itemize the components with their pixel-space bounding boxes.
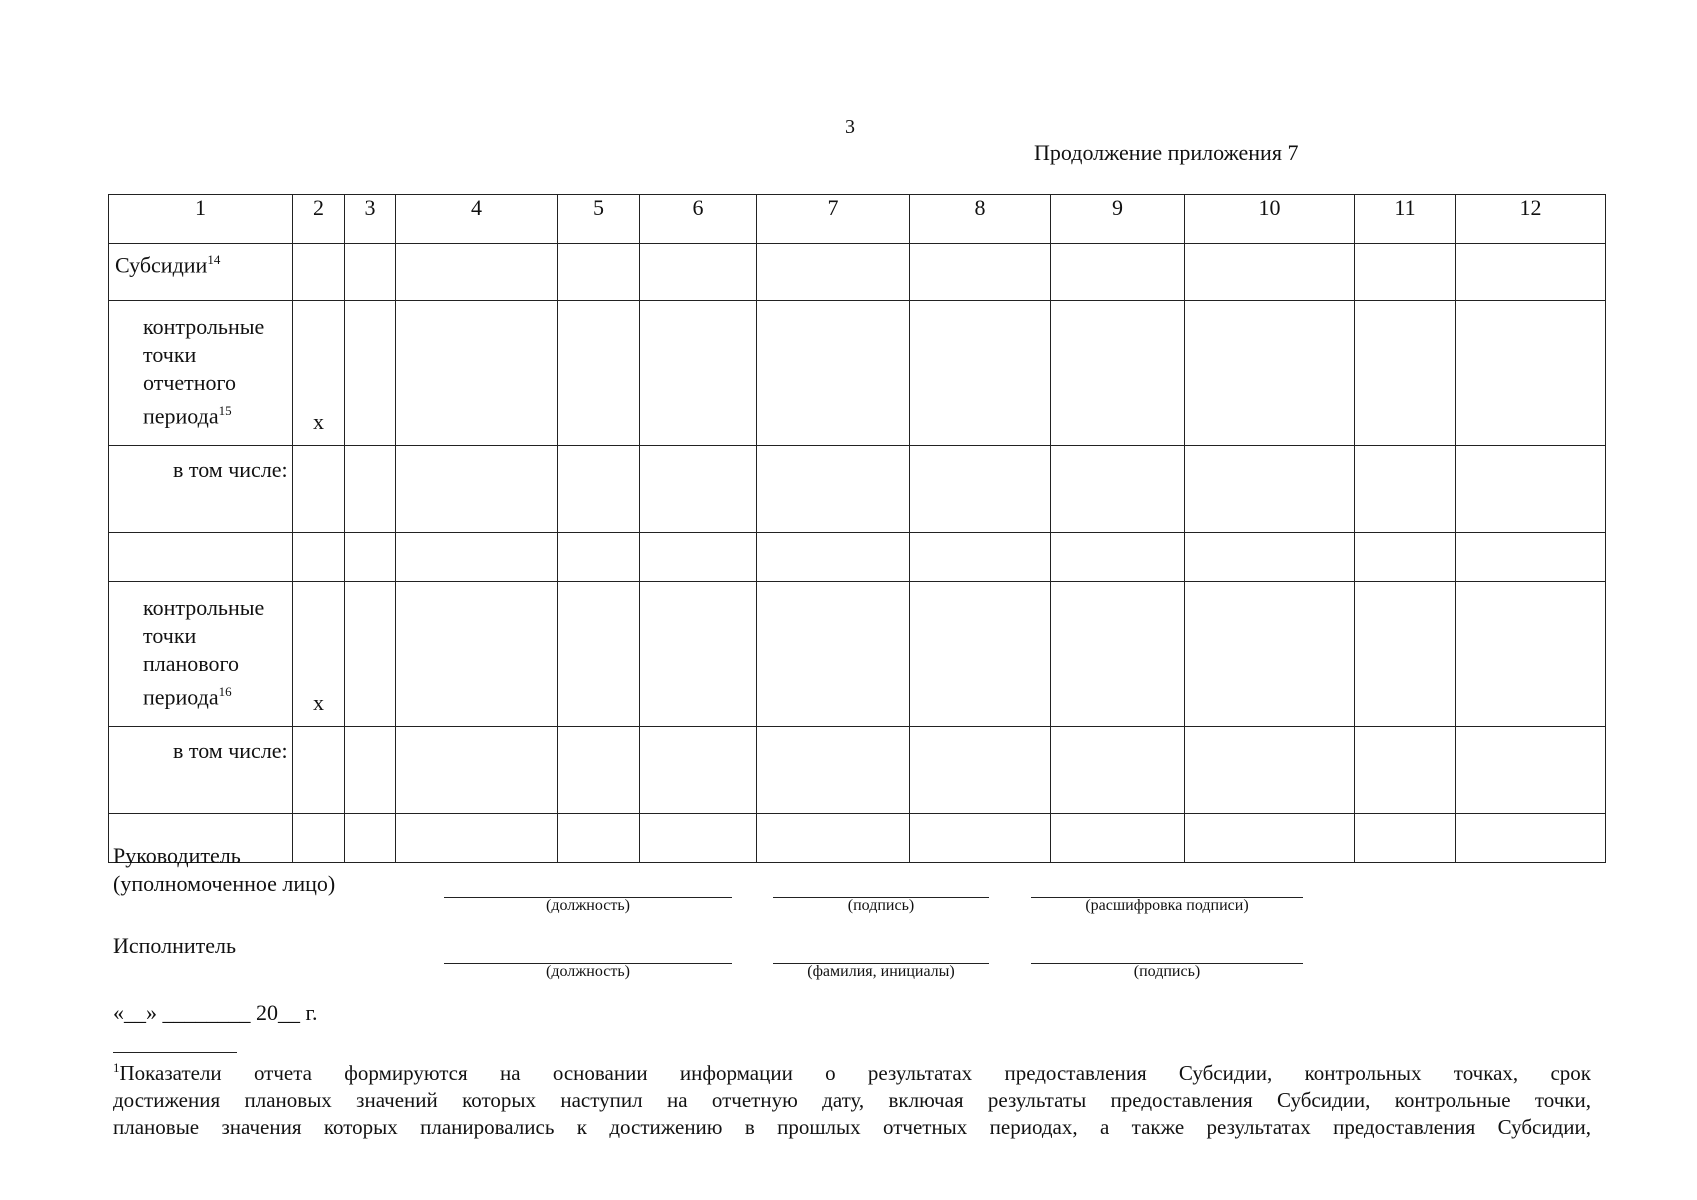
header-row <box>109 195 1606 244</box>
table-cell[interactable] <box>757 244 910 301</box>
table-cell[interactable] <box>558 727 640 814</box>
table-row-subsidy <box>109 244 1606 301</box>
column-header: 11 <box>1355 195 1456 244</box>
table-cell[interactable] <box>910 244 1051 301</box>
executor-label: Исполнитель <box>113 933 237 958</box>
table-cell[interactable] <box>345 533 396 582</box>
table-cell[interactable] <box>345 301 396 446</box>
table-cell[interactable] <box>1051 727 1185 814</box>
column-header: 2 <box>293 195 345 244</box>
table-cell[interactable] <box>910 533 1051 582</box>
page-number: 3 <box>845 116 855 138</box>
table-cell[interactable] <box>396 727 558 814</box>
table-cell[interactable] <box>396 301 558 446</box>
table-row-planned-kt <box>109 582 1606 727</box>
table-cell[interactable] <box>1355 533 1456 582</box>
table-row-including-1 <box>109 446 1606 533</box>
table-cell[interactable] <box>558 582 640 727</box>
column-header: 5 <box>558 195 640 244</box>
table-cell[interactable] <box>640 446 757 533</box>
table-cell[interactable] <box>757 814 910 863</box>
table-cell[interactable] <box>1051 446 1185 533</box>
row-label-subsidy: Субсидии$^{14}$ <box>109 244 293 301</box>
table-cell[interactable] <box>1185 244 1355 301</box>
head-signature-caption: (подпись) <box>847 897 915 914</box>
table-cell[interactable] <box>910 446 1051 533</box>
table-cell[interactable] <box>757 582 910 727</box>
executor-name-caption: (фамилия, инициалы) <box>807 963 955 980</box>
table-cell[interactable] <box>757 301 910 446</box>
footnote-ref: 14 <box>207 252 221 267</box>
table-cell[interactable] <box>640 533 757 582</box>
footnote-separator <box>113 1052 237 1053</box>
column-header: 8 <box>910 195 1051 244</box>
table-cell[interactable] <box>1456 446 1606 533</box>
table-cell[interactable] <box>1051 533 1185 582</box>
table-cell[interactable] <box>1051 814 1185 863</box>
table-cell[interactable] <box>396 582 558 727</box>
column-header: 12 <box>1456 195 1606 244</box>
x-mark: x <box>293 582 345 727</box>
table-cell[interactable] <box>1185 446 1355 533</box>
table-cell[interactable] <box>640 582 757 727</box>
table-cell[interactable] <box>1355 814 1456 863</box>
table-cell[interactable] <box>1456 582 1606 727</box>
table-cell[interactable] <box>293 446 345 533</box>
head-decoding-caption: (расшифровка подписи) <box>1085 897 1249 914</box>
x-mark: x <box>293 301 345 446</box>
table-cell[interactable] <box>640 814 757 863</box>
table-cell[interactable] <box>396 244 558 301</box>
table-cell[interactable] <box>757 446 910 533</box>
row-label-reporting-kt: контрольные точки отчетного периода$^{15}$ <box>109 301 293 446</box>
column-header: 7 <box>757 195 910 244</box>
table-cell[interactable] <box>396 533 558 582</box>
table-cell[interactable] <box>1456 244 1606 301</box>
table-cell[interactable] <box>1185 814 1355 863</box>
table-cell[interactable] <box>1051 244 1185 301</box>
column-header: 9 <box>1051 195 1185 244</box>
column-header: 6 <box>640 195 757 244</box>
table-cell[interactable] <box>1185 301 1355 446</box>
row-label-planned-kt: контрольные точки планового периода$^{16}$ <box>109 582 293 727</box>
table-cell[interactable] <box>293 727 345 814</box>
table-cell[interactable] <box>345 446 396 533</box>
row-label-including: в том числе: <box>109 727 293 814</box>
table-cell[interactable] <box>1185 582 1355 727</box>
column-header: 1 <box>109 195 293 244</box>
table-row-including-2 <box>109 727 1606 814</box>
table-cell[interactable] <box>1355 301 1456 446</box>
table-cell[interactable] <box>1051 582 1185 727</box>
column-header: 3 <box>345 195 396 244</box>
footnote-line-3: плановые значения которых планировались к достижению в прошлых отчетных периодах, а также результатах предоставления Субсидии, <box>113 1115 1591 1139</box>
table-cell[interactable] <box>293 533 345 582</box>
table-row-empty-1 <box>109 533 1606 582</box>
table-cell[interactable] <box>1456 301 1606 446</box>
table-cell[interactable] <box>345 727 396 814</box>
table-cell[interactable] <box>558 301 640 446</box>
table-cell[interactable] <box>345 582 396 727</box>
head-position-caption: (должность) <box>546 897 630 914</box>
report-table <box>108 194 1606 863</box>
table-cell[interactable] <box>293 244 345 301</box>
table-cell[interactable] <box>109 533 293 582</box>
table-row-reporting-kt <box>109 301 1606 446</box>
table-cell[interactable] <box>1355 446 1456 533</box>
table-cell[interactable] <box>1456 727 1606 814</box>
table-cell[interactable] <box>910 814 1051 863</box>
table-cell[interactable] <box>1456 814 1606 863</box>
footnote-mark: 1 <box>113 1060 120 1075</box>
table-cell[interactable] <box>558 814 640 863</box>
head-label: Руководитель (уполномоченное лицо) <box>113 843 336 896</box>
table-cell[interactable] <box>558 446 640 533</box>
table-cell[interactable] <box>558 244 640 301</box>
table-cell[interactable] <box>910 582 1051 727</box>
footnote-ref: 16 <box>218 684 232 699</box>
table-cell[interactable] <box>640 244 757 301</box>
table-cell[interactable] <box>1456 533 1606 582</box>
table-cell[interactable] <box>757 727 910 814</box>
table-cell[interactable] <box>558 533 640 582</box>
table-cell[interactable] <box>640 301 757 446</box>
table-cell[interactable] <box>757 533 910 582</box>
column-header: 10 <box>1185 195 1355 244</box>
date-line: «__» ________ 20__ г. <box>113 1000 318 1025</box>
column-header: 4 <box>396 195 558 244</box>
table-cell[interactable] <box>1355 727 1456 814</box>
table-cell[interactable] <box>910 727 1051 814</box>
table-cell[interactable] <box>640 727 757 814</box>
footnote-line-2: достижения плановых значений которых наступил на отчетную дату, включая результаты предоставления Субсидии, контрольные точки, <box>113 1088 1591 1112</box>
table-cell[interactable] <box>1051 301 1185 446</box>
executor-signature-caption: (подпись) <box>1133 963 1201 980</box>
table-cell[interactable] <box>1355 582 1456 727</box>
table-cell[interactable] <box>1185 533 1355 582</box>
footnote-ref: 15 <box>218 403 232 418</box>
table-cell[interactable] <box>910 301 1051 446</box>
table-cell[interactable] <box>345 244 396 301</box>
continuation-label: Продолжение приложения 7 <box>1034 140 1299 165</box>
executor-position-caption: (должность) <box>546 963 630 980</box>
table-cell[interactable] <box>1355 244 1456 301</box>
row-label-including: в том числе: <box>109 446 293 533</box>
table-cell[interactable] <box>1185 727 1355 814</box>
footnote-line-1: $^1$Показатели отчета формируются на основании информации о результатах предоставления Субсидии, контрольных точках, срок <box>113 1060 1591 1085</box>
footnote <box>113 1054 1591 1141</box>
table-cell[interactable] <box>396 446 558 533</box>
table-cell[interactable] <box>396 814 558 863</box>
